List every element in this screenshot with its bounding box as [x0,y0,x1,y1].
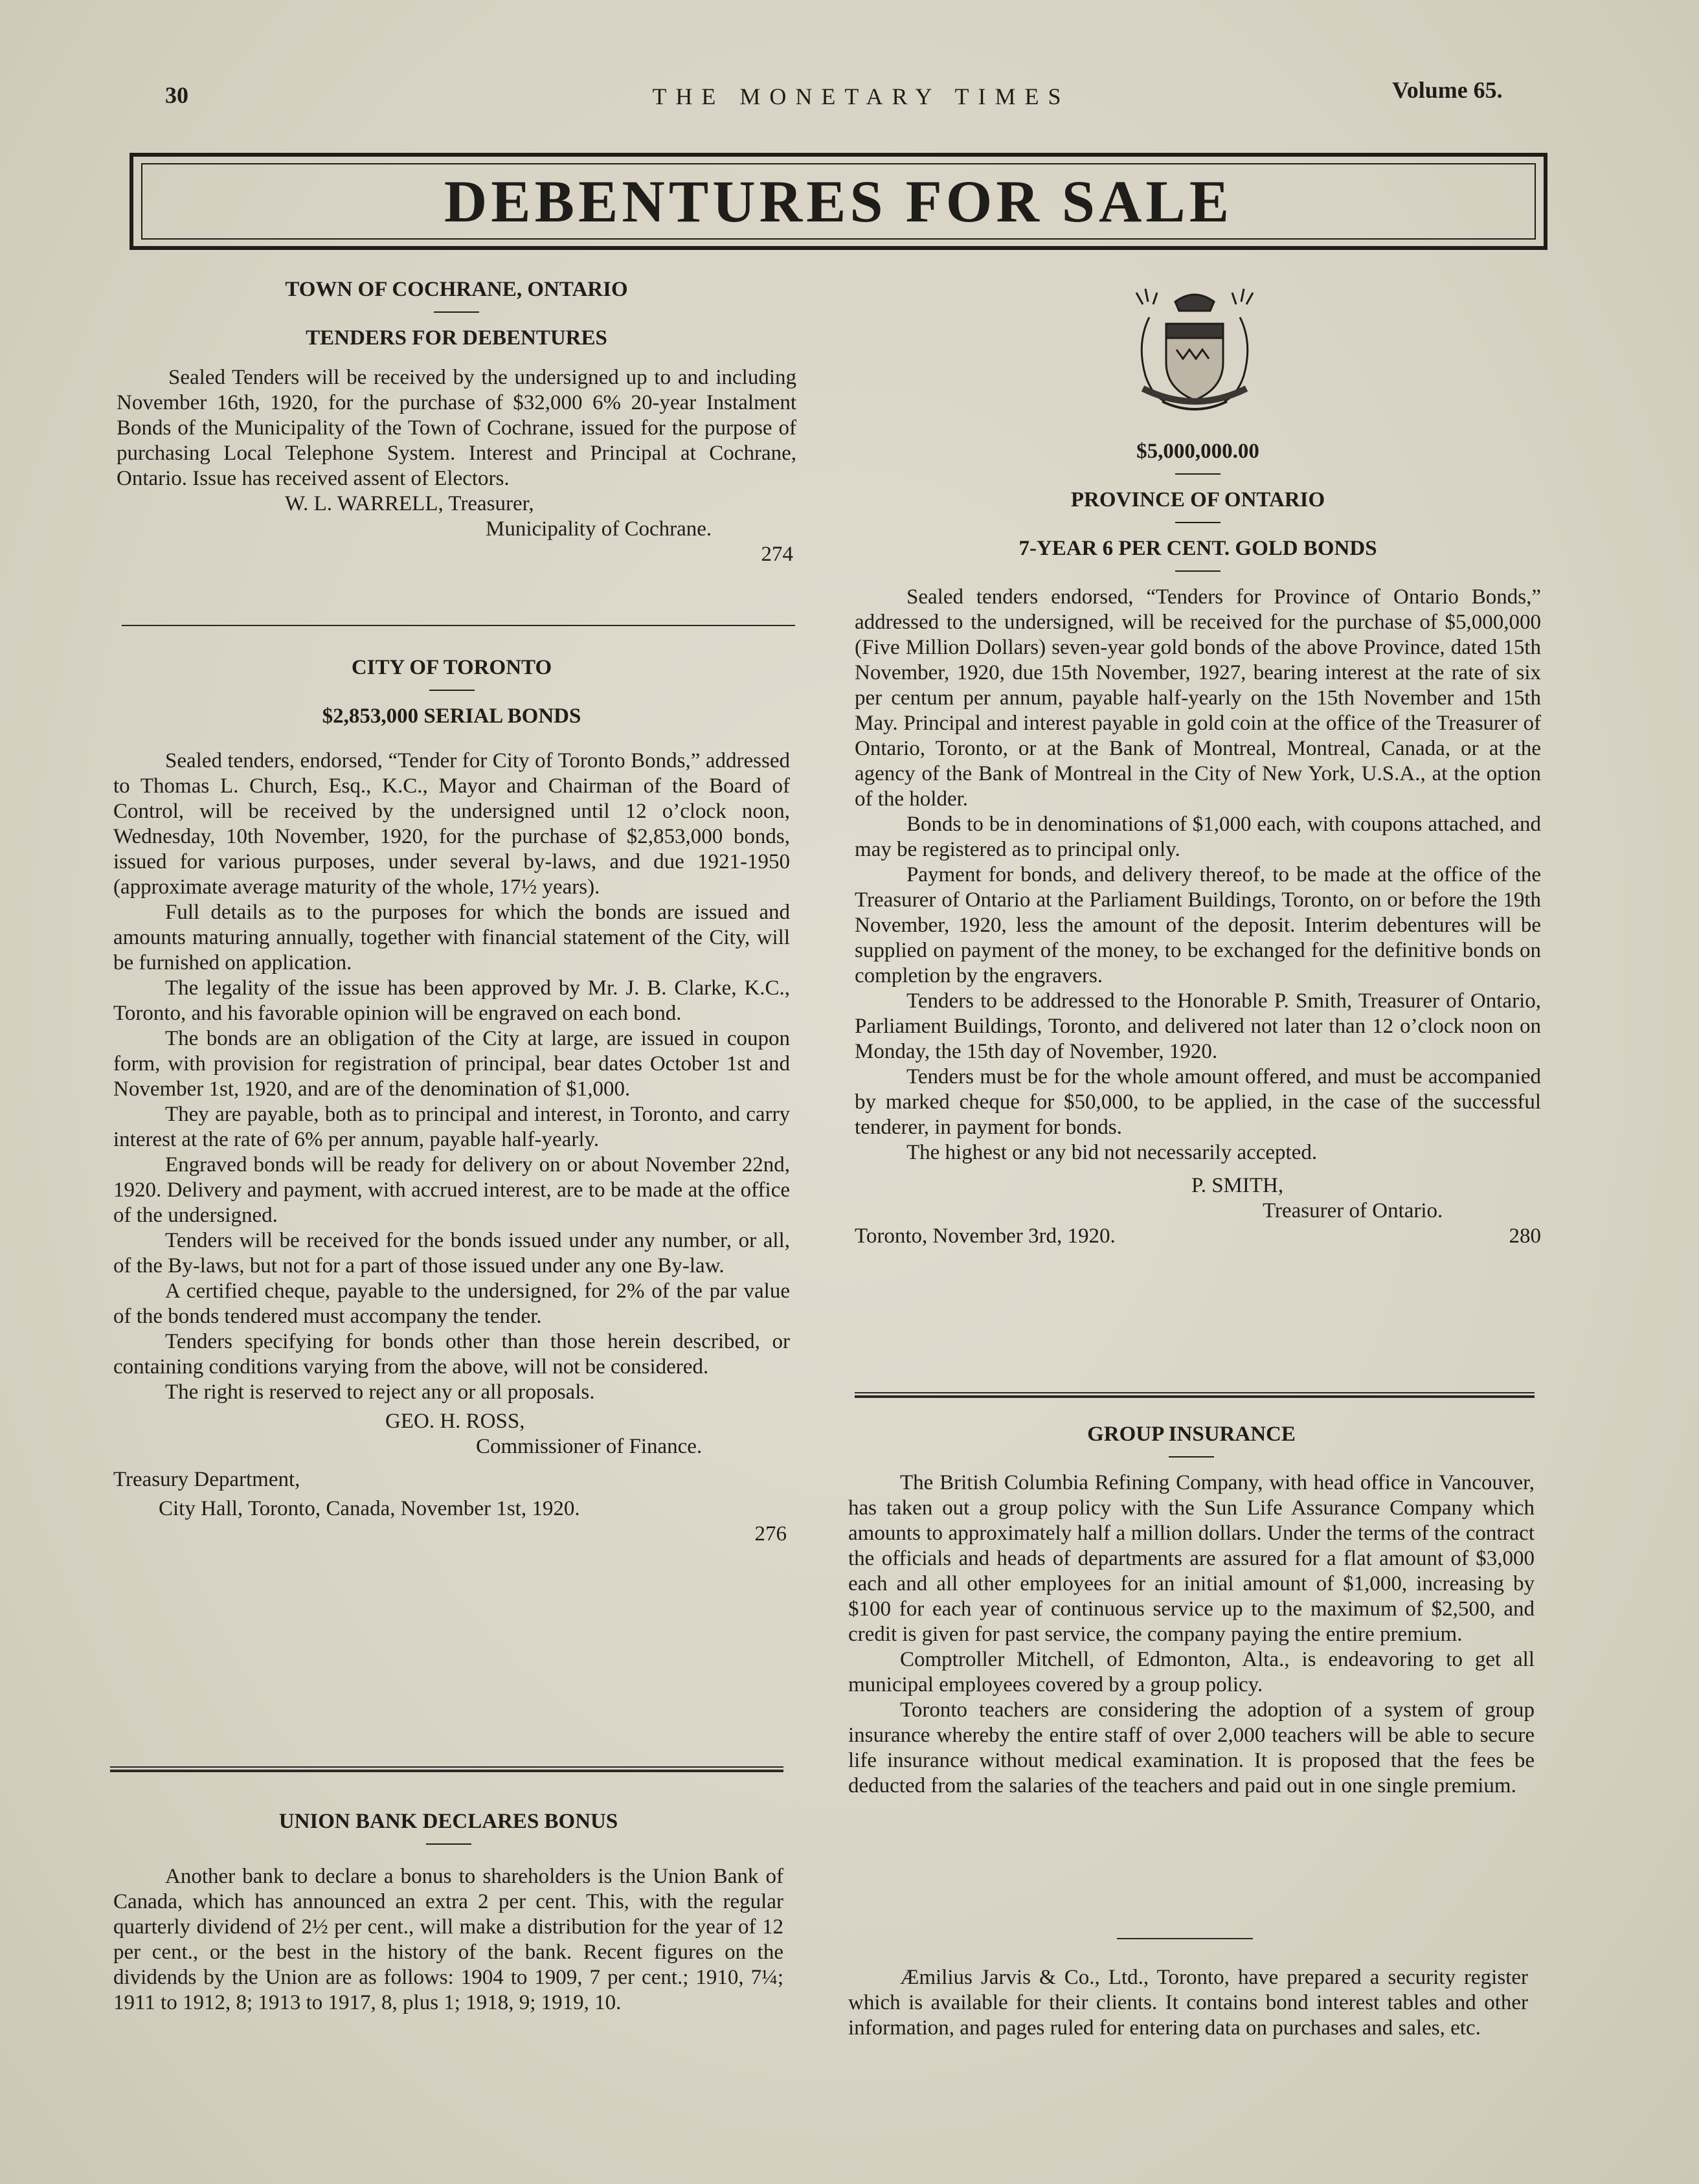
article-union-bank [113,1809,783,2016]
group-insurance-paragraph: Comptroller Mitchell, of Edmonton, Alta., is endeavoring to get all municipal employees covered by a group policy. [848,1648,1535,1696]
article-jarvis [848,1965,1528,2041]
cochrane-signer-title: Municipality of Cochrane. [486,517,712,541]
toronto-location-date: City Hall, Toronto, Canada, November 1st, 1920. [159,1497,580,1520]
divider [1175,473,1221,475]
article-group-insurance [848,1422,1535,1799]
volume-label: Volume 65. [1392,77,1503,103]
ontario-paragraph: Bonds to be in denominations of $1,000 each, with coupons attached, and may be registered as to principal only. [855,813,1541,861]
banner-frame [129,153,1547,250]
toronto-paragraph: Engraved bonds will be ready for delivery on or about November 22nd, 1920. Delivery and payment, with accrued interest, are to be made at the office of the undersigned. [113,1153,790,1227]
section-rule-double [855,1392,1535,1398]
union-bank-heading: UNION BANK DECLARES BONUS [278,1810,618,1833]
section-rule [122,625,795,626]
cochrane-subheading: TENDERS FOR DEBENTURES [306,326,607,350]
divider [1169,1456,1214,1458]
ontario-paragraph: Sealed tenders endorsed, “Tenders for Province of Ontario Bonds,” addressed to the undersigned, will be received for the purchase of $5,000,000 (Five Million Dollars) seven-year gold bonds of the above Province, dated 15th November, 1920, due 15th November, 1927, bearing interest at the rate of six per centum per annum, payable half-yearly on the 15th November and 15th May. Principal and interest payable in gold coin at the office of the Treasurer of Ontario, Toronto, or at the Bank of Montreal, Montreal, Canada, or at the agency of the Bank of Montreal in the City of New York, U.S.A., at the option of the holder. [855,585,1541,811]
cochrane-body: Sealed Tenders will be received by the undersigned up to and including November 16th, 1920, for the purchase of $32,000 6% 20-year Instalment Bonds of the Municipality of the Town of Cochrane, issued for the purpose of purchasing Local Telephone System. Interest and Principal at Cochrane, Ontario. Issue has received assent of Electors. [117,366,796,490]
toronto-subheading: $2,853,000 SERIAL BONDS [322,704,581,728]
jarvis-body: Æmilius Jarvis & Co., Ltd., Toronto, have prepared a security register which is available for their clients. It contains bond interest tables and other information, and pages ruled for entering data on purchases and sales, etc. [848,1966,1528,2040]
toronto-signer-title: Commissioner of Finance. [476,1435,703,1458]
divider [1175,522,1221,523]
ontario-paragraph: Payment for bonds, and delivery thereof, to be made at the office of the Treasurer of Ontario at the Parliament Buildings, Toronto, on or before the 19th November, 1920, less the amount of the deposit. Interim debentures will be supplied on payment of the money, to be exchanged for the definitive bonds on completion by the engravers. [855,863,1541,987]
ontario-coat-of-arms-icon [1104,278,1285,421]
group-insurance-paragraph: Toronto teachers are considering the adoption of a system of group insurance whereby the entire staff of over 2,000 teachers will be able to secure life insurance without medical examination. It is proposed that the fees be deducted from the salaries of the teachers and paid out in one single premium. [848,1698,1535,1797]
ontario-paragraph: Tenders to be addressed to the Honorable P. Smith, Treasurer of Ontario, Parliament Buildings, Toronto, and delivered not later than 12 o’clock noon on Monday, the 15th day of November, 1920. [855,989,1541,1063]
toronto-heading: CITY OF TORONTO [351,656,552,679]
article-ontario [855,439,1541,1249]
toronto-paragraph: The right is reserved to reject any or all proposals. [165,1380,595,1404]
article-toronto [113,655,790,1547]
toronto-paragraph: Tenders will be received for the bonds issued under any number, or all, of the By-laws, but not for a part of those issued under any one By-law. [113,1229,790,1278]
union-bank-body: Another bank to declare a bonus to shareholders is the Union Bank of Canada, which has announced an extra 2 per cent. This, with the regular quarterly dividend of 2½ per cent., will make a distribution for the year of 12 per cent., or the best in the history of the bank. Recent figures on the dividends by the Union are as follows: 1904 to 1909, 7 per cent.; 1910, 7¼; 1911 to 1912, 8; 1913 to 1917, 8, plus 1; 1918, 9; 1919, 10. [113,1865,783,2014]
ontario-subheading: 7-YEAR 6 PER CENT. GOLD BONDS [1018,537,1377,560]
toronto-paragraph: They are payable, both as to principal and interest, in Toronto, and carry interest at the rate of 6% per annum, payable half-yearly. [113,1103,790,1151]
toronto-paragraph: Sealed tenders, endorsed, “Tender for City of Toronto Bonds,” addressed to Thomas L. Church, Esq., K.C., Mayor and Chairman of the Board of Control, will be received by the undersigned until 12 o’clock noon, Wednesday, 10th November, 1920, for the purchase of $2,853,000 bonds, issued for various purposes, under several by-laws, and due 1921-1950 (approximate average maturity of the whole, 17½ years). [113,749,790,899]
page-number: 30 [165,82,188,108]
ontario-paragraph: Tenders must be for the whole amount offered, and must be accompanied by marked cheque for $50,000, to be applied, in the case of the successful tenderer, in payment for bonds. [855,1065,1541,1139]
ontario-signer-title: Treasurer of Ontario. [1263,1199,1443,1222]
ontario-location-date: Toronto, November 3rd, 1920. [855,1224,1116,1248]
cochrane-ref: 274 [761,543,793,566]
article-cochrane [117,277,796,567]
banner-title: DEBENTURES FOR SALE [444,168,1233,234]
toronto-paragraph: A certified cheque, payable to the undersigned, for 2% of the par value of the bonds tendered must accompany the tender. [113,1279,790,1328]
ontario-paragraph: The highest or any bid not necessarily accepted. [906,1141,1318,1164]
toronto-paragraph: The legality of the issue has been approved by Mr. J. B. Clarke, K.C., Toronto, and his favorable opinion will be engraved on each bond. [113,976,790,1025]
toronto-department: Treasury Department, [113,1468,300,1491]
ontario-heading: PROVINCE OF ONTARIO [1070,488,1325,512]
ontario-signer: P. SMITH, [1191,1174,1284,1197]
divider [429,690,475,691]
toronto-paragraph: Full details as to the purposes for which the bonds are issued and amounts maturing annually, together with financial statement of the City, will be furnished on application. [113,901,790,974]
toronto-paragraph: Tenders specifying for bonds other than those herein described, or containing conditions varying from the above, will not be considered. [113,1330,790,1379]
toronto-signer: GEO. H. ROSS, [385,1410,525,1433]
section-rule-double [110,1766,783,1772]
group-insurance-heading: GROUP INSURANCE [1087,1423,1296,1446]
ontario-ref: 280 [1509,1224,1541,1248]
cochrane-heading: TOWN OF COCHRANE, ONTARIO [285,278,628,301]
group-insurance-paragraph: The British Columbia Refining Company, with head office in Vancouver, has taken out a group policy with the Sun Life Assurance Company which amounts to approximately half a million dollars. Under the terms of the contract the officials and heads of departments are assured for a flat amount of $3,000 each and all other employees for an initial amount of $1,000, increasing by $100 for each year of continuous service up to the maximum of $2,500, and credit is given for past service, the company paying the entire premium. [848,1471,1535,1646]
divider [434,311,479,313]
divider [1175,570,1221,572]
cochrane-signer: W. L. WARRELL, Treasurer, [285,492,534,515]
toronto-paragraph: The bonds are an obligation of the City at large, are issued in coupon form, with provision for registration of principal, bear dates October 1st and November 1st, 1920, and are of the denomination of $1,000. [113,1027,790,1101]
toronto-ref: 276 [754,1522,787,1546]
ontario-amount: $5,000,000.00 [1136,440,1259,463]
divider [426,1843,471,1845]
short-rule [1117,1938,1253,1939]
running-title: THE MONETARY TIMES [652,84,1070,109]
